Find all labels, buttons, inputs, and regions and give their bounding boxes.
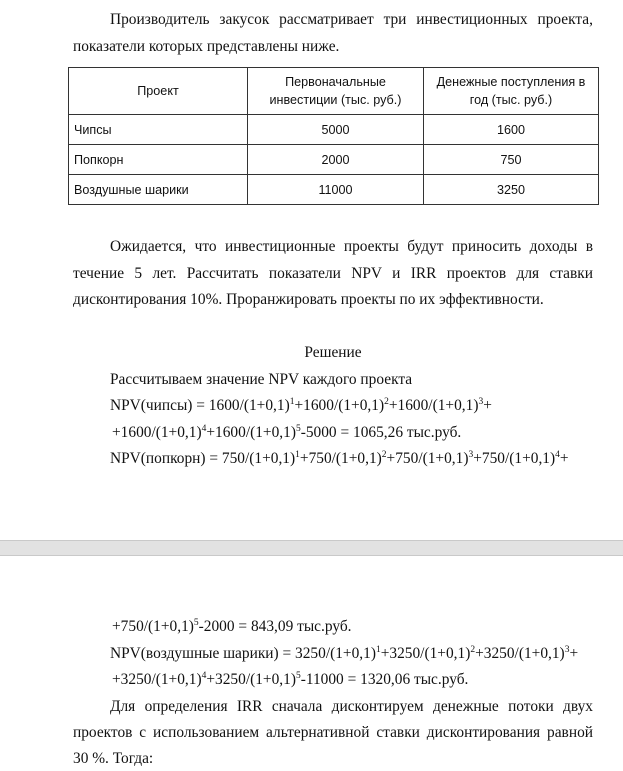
exponent: 2 — [384, 397, 389, 407]
exponent: 5 — [295, 671, 301, 681]
header-initial-investment: Первоначальные инвестиции (тыс. руб.) — [248, 68, 424, 115]
project-name: Попкорн — [69, 145, 248, 175]
initial-investment: 2000 — [248, 145, 424, 175]
exponent: 2 — [381, 450, 387, 460]
page-separator — [0, 540, 623, 556]
header-annual-cash-inflow: Денежные поступления в год (тыс. руб.) — [424, 68, 599, 115]
exponent: 5 — [295, 424, 301, 434]
exponent: 3 — [468, 450, 474, 460]
irr-line-2: проектов с использованием альтернативной ставки дисконтирования равной — [73, 724, 593, 741]
document-page-2 — [0, 556, 623, 771]
exponent: 4 — [201, 424, 207, 434]
task-line-1: Ожидается, что инвестиционные проекты будут приносить доходы в — [110, 238, 593, 255]
project-name: Воздушные шарики — [69, 175, 248, 205]
annual-cash-inflow: 3250 — [424, 175, 599, 205]
annual-cash-inflow: 750 — [424, 145, 599, 175]
irr-line-3: 30 %. Тогда: — [73, 750, 154, 767]
npv-chips-line-1: NPV(чипсы) = $1600/(1+0,1)^1+1600/(1+0,1)^2+1600/(1+0,1)^3+$ — [110, 397, 492, 414]
solution-intro: Рассчитываем значение NPV каждого проекта — [110, 371, 413, 388]
table-header-row — [69, 68, 599, 115]
irr-line-1: Для определения IRR сначала дисконтируем денежные потоки двух — [110, 698, 593, 715]
intro-line-1: Производитель закусок рассматривает три инвестиционных проекта, — [110, 11, 593, 28]
initial-investment: 11000 — [248, 175, 424, 205]
table-row — [69, 115, 599, 145]
table-row — [69, 145, 599, 175]
exponent: 1 — [295, 450, 300, 460]
npv-balloons-line-2: $+3250/(1+0,1)^4+3250/(1+0,1)^5-11000 = 1320,06$ тыс.руб. — [112, 671, 469, 688]
exponent: 4 — [201, 671, 207, 681]
npv-popcorn-line-1: NPV(попкорн) = $750/(1+0,1)^1+750/(1+0,1)^2+750/(1+0,1)^3+750/(1+0,1)^4+$ — [110, 450, 569, 467]
npv-chips-line-2: $+1600/(1+0,1)^4+1600/(1+0,1)^5-5000 = 1065,26$ тыс.руб. — [112, 424, 462, 441]
exponent: 1 — [289, 397, 295, 407]
initial-investment: 5000 — [248, 115, 424, 145]
project-name: Чипсы — [69, 115, 248, 145]
intro-line-2: показатели которых представлены ниже. — [73, 38, 340, 55]
npv-balloons-line-1: NPV(воздушные шарики) = $3250/(1+0,1)^1+3250/(1+0,1)^2+3250/(1+0,1)^3+$ — [110, 645, 579, 662]
projects-table — [68, 67, 599, 205]
table-row — [69, 175, 599, 205]
exponent: 4 — [555, 450, 560, 460]
npv-popcorn-line-2: $+750/(1+0,1)^5-2000 = 843,09$ тыс.руб. — [112, 618, 352, 635]
exponent: 1 — [375, 645, 381, 655]
task-line-3: дисконтирования 10%. Проранжировать проекты по их эффективности. — [73, 291, 544, 308]
header-project: Проект — [69, 68, 248, 115]
exponent: 3 — [478, 397, 484, 407]
task-line-2: течение 5 лет. Рассчитать показатели NPV и IRR проектов для ставки — [73, 265, 593, 282]
exponent: 2 — [470, 645, 476, 655]
exponent: 3 — [564, 645, 570, 655]
exponent: 5 — [193, 618, 199, 628]
annual-cash-inflow: 1600 — [424, 115, 599, 145]
solution-heading: Решение — [304, 344, 362, 361]
